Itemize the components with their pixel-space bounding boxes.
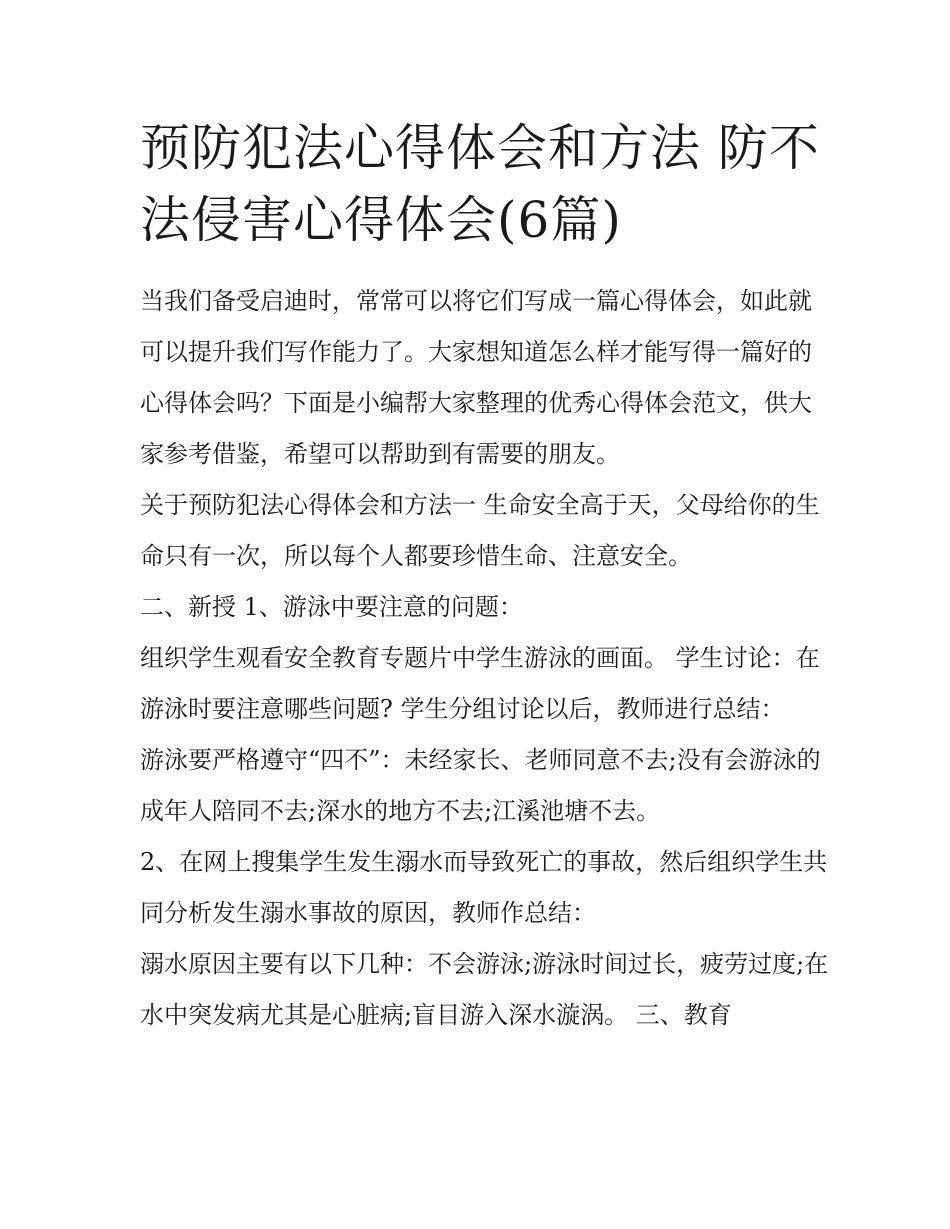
- paragraph-four-rules: 游泳要严格遵守“四不”：未经家长、老师同意不去;没有会游泳的成年人陪同不去;深水的地方不去;江溪池塘不去。: [140, 746, 821, 825]
- document-body: [140, 276, 830, 1041]
- paragraph-drowning-causes: 溺水原因主要有以下几种：不会游泳;游泳时间过长，疲劳过度;在水中突发病尤其是心脏病;盲目游入深水漩涡。 三、教育: [140, 950, 829, 1029]
- paragraph-accident-analysis: 2、在网上搜集学生发生溺水而导致死亡的事故，然后组织学生共同分析发生溺水事故的原因，教师作总结：: [140, 848, 828, 927]
- paragraph-new-lesson-heading: 二、新授 1、游泳中要注意的问题：: [140, 593, 523, 621]
- document-title: 预防犯法心得体会和方法 防不法侵害心得体会(6篇): [140, 119, 820, 249]
- paragraph-intro: 当我们备受启迪时，常常可以将它们写成一篇心得体会，如此就可以提升我们写作能力了。大家想知道怎么样才能写得一篇好的心得体会吗？下面是小编帮大家整理的优秀心得体会范文，供大家参考借鉴，希望可以帮助到有需要的朋友。: [140, 287, 812, 468]
- paragraph-discussion: 组织学生观看安全教育专题片中学生游泳的画面。 学生讨论：在游泳时要注意哪些问题? 学生分组讨论以后，教师进行总结：: [140, 644, 820, 723]
- paragraph-section-one: 关于预防犯法心得体会和方法一 生命安全高于天，父母给你的生命只有一次，所以每个人都要珍惜生命、注意安全。: [140, 491, 820, 570]
